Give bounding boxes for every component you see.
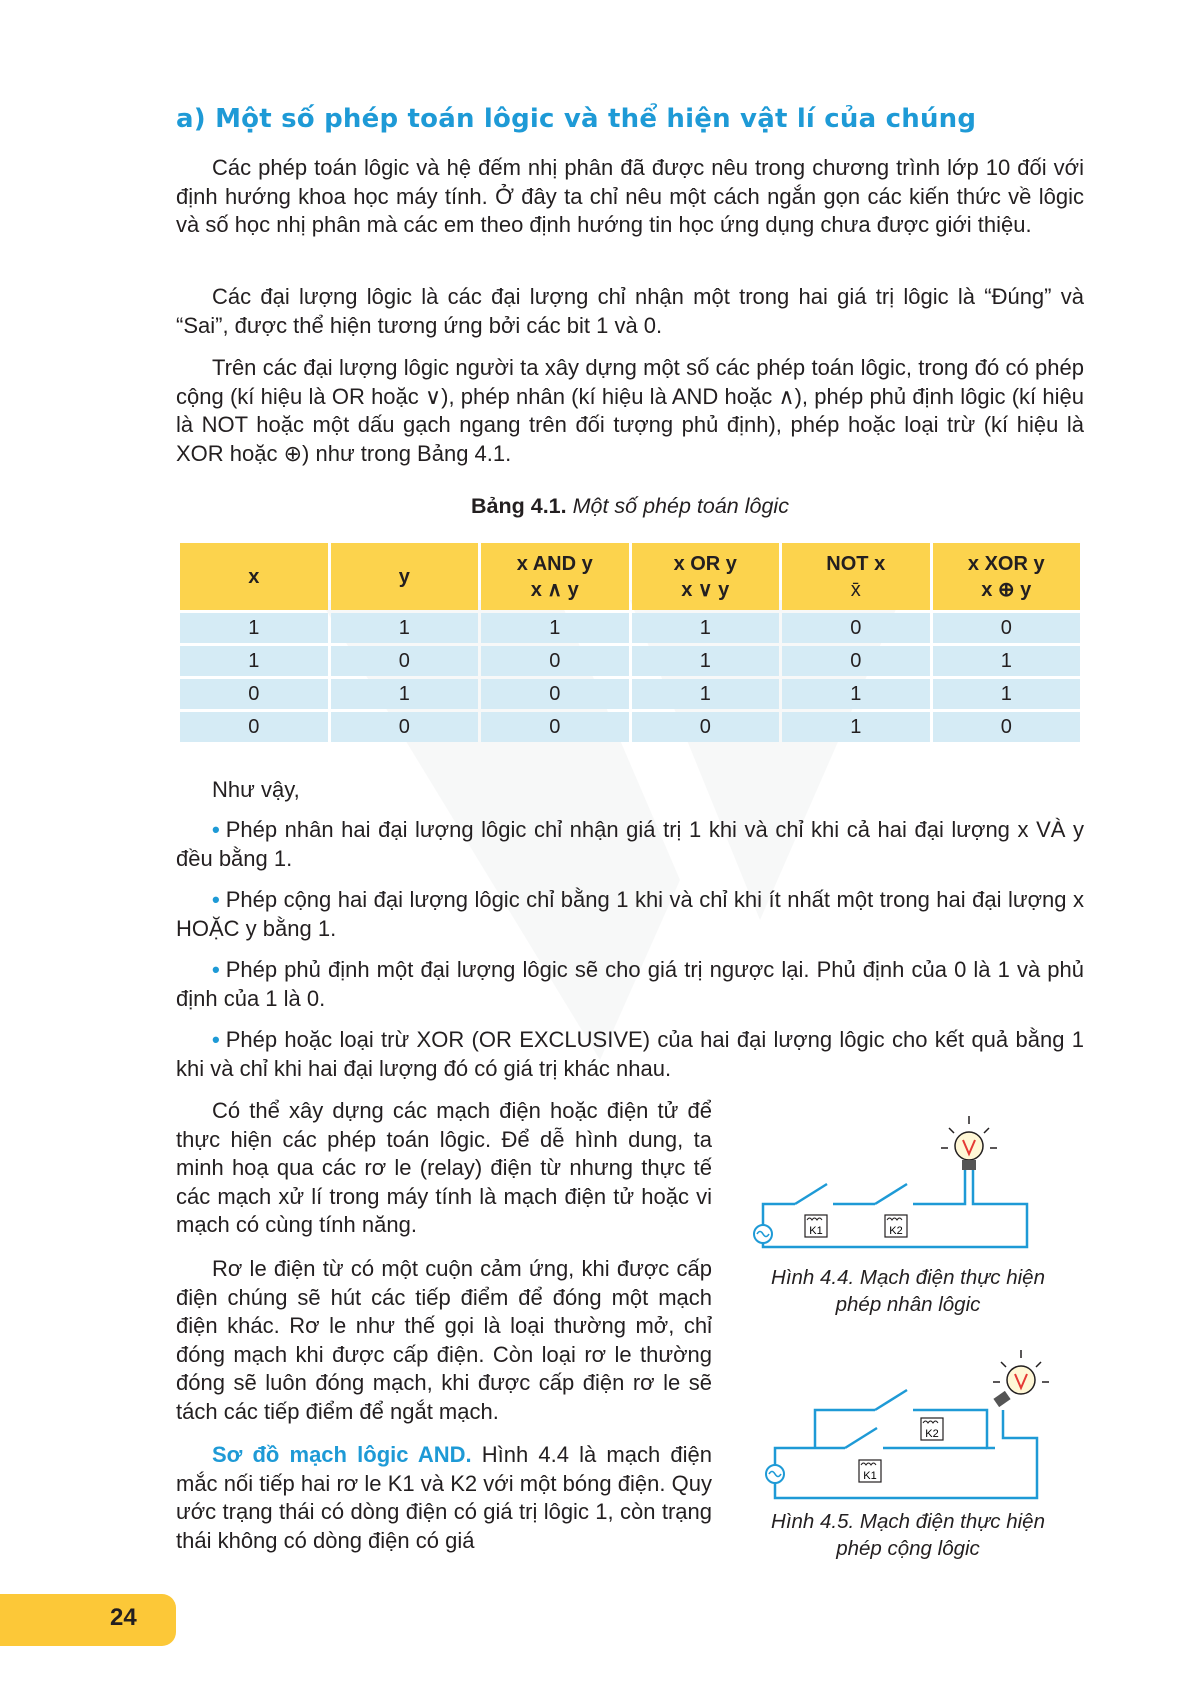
table-header-row bbox=[180, 543, 1080, 610]
svg-text:K2: K2 bbox=[925, 1428, 939, 1440]
table-caption bbox=[0, 494, 1200, 519]
table-cell: 0 bbox=[933, 712, 1081, 742]
header-xor: x XOR y x ⊕ y bbox=[933, 543, 1081, 610]
bullet-or: • Phép cộng hai đại lượng lôgic chỉ bằng 1 khi và chỉ khi ít nhất một trong hai đại lượng x HOẶC y bằng 1. bbox=[176, 887, 1084, 941]
figure-4-5-caption: Hình 4.5. Mạch điện thực hiện phép cộng lôgic bbox=[771, 1510, 1045, 1560]
table-row bbox=[180, 613, 1080, 643]
relay-k2-icon bbox=[885, 1215, 907, 1237]
figure-4-4-caption: Hình 4.4. Mạch điện thực hiện phép nhân lôgic bbox=[771, 1266, 1045, 1316]
table-cell: 0 bbox=[481, 646, 629, 676]
paragraph-intro: Các phép toán lôgic và hệ đếm nhị phân đã được nêu trong chương trình lớp 10 đối với định hướng khoa học máy tính. Ở đây ta chỉ nêu một cách ngắn gọn các kiến thức về lôgic và số học nhị phân mà các em theo định hướng tin học ứng dụng chưa được giới thiệu. bbox=[176, 155, 1084, 238]
svg-text:K1: K1 bbox=[809, 1225, 823, 1237]
table-row bbox=[180, 712, 1080, 742]
table-caption-text: Một số phép toán lôgic bbox=[572, 494, 789, 518]
table-cell: 0 bbox=[481, 679, 629, 709]
and-circuit-lead: Sơ đồ mạch lôgic AND. bbox=[212, 1442, 472, 1467]
relay-k2-icon bbox=[921, 1418, 943, 1440]
table-cell: 1 bbox=[933, 646, 1081, 676]
paragraph-summary-lead: Như vậy, bbox=[212, 777, 300, 802]
table-cell: 0 bbox=[331, 712, 479, 742]
paragraph-logic-values: Các đại lượng lôgic là các đại lượng chỉ nhận một trong hai giá trị lôgic là “Đúng” và “Sai”, được thể hiện tương ứng bởi các bit 1 và 0. bbox=[176, 284, 1084, 338]
page-number: 24 bbox=[110, 1604, 137, 1631]
table-cell: 0 bbox=[481, 712, 629, 742]
bullet-xor: • Phép hoặc loại trừ XOR (OR EXCLUSIVE) của hai đại lượng lôgic cho kết quả bằng 1 khi và chỉ khi hai đại lượng đó có giá trị khác nhau. bbox=[176, 1027, 1084, 1081]
table-cell: 1 bbox=[331, 613, 479, 643]
table-caption-label: Bảng 4.1. bbox=[471, 494, 567, 518]
paragraph-circuits: Có thể xây dựng các mạch điện hoặc điện tử để thực hiện các phép toán lôgic. Để dễ hình dung, ta minh hoạ qua các rơ le (relay) điện từ nhưng thực tế các mạch xử lí trong máy tính là mạch điện tử hoặc vi mạch có cùng tính năng. bbox=[176, 1098, 712, 1238]
table-cell: 1 bbox=[481, 613, 629, 643]
table-cell: 1 bbox=[180, 613, 328, 643]
table-cell: 1 bbox=[782, 679, 930, 709]
light-bulb-icon bbox=[941, 1116, 997, 1170]
table-cell: 1 bbox=[331, 679, 479, 709]
header-and: x AND y x ∧ y bbox=[481, 543, 629, 610]
table-cell: 0 bbox=[632, 712, 780, 742]
paragraph-and-circuit: Sơ đồ mạch lôgic AND. Hình 4.4 là mạch điện mắc nối tiếp hai rơ le K1 và K2 với một bóng điện. Quy ước trạng thái có dòng điện có giá trị lôgic 1, còn trạng thái không có dòng điện có giá bbox=[176, 1442, 712, 1553]
table-row bbox=[180, 679, 1080, 709]
bullet-dot-icon: • bbox=[212, 817, 220, 842]
svg-text:K2: K2 bbox=[889, 1225, 903, 1237]
table-cell: 1 bbox=[180, 646, 328, 676]
figure-and-circuit bbox=[745, 1110, 1035, 1250]
svg-text:K1: K1 bbox=[863, 1470, 877, 1482]
header-not: NOT x x̄ bbox=[782, 543, 930, 610]
logic-table bbox=[177, 540, 1083, 745]
figure-or-circuit bbox=[755, 1350, 1055, 1500]
bullet-dot-icon: • bbox=[212, 957, 220, 982]
table-cell: 0 bbox=[782, 613, 930, 643]
table-row bbox=[180, 646, 1080, 676]
section-heading: a) Một số phép toán lôgic và thể hiện vật lí của chúng bbox=[176, 104, 977, 134]
table-cell: 1 bbox=[782, 712, 930, 742]
header-x: x bbox=[180, 543, 328, 610]
bullet-dot-icon: • bbox=[212, 1027, 220, 1052]
table-cell: 0 bbox=[782, 646, 930, 676]
table-cell: 0 bbox=[180, 679, 328, 709]
paragraph-logic-ops: Trên các đại lượng lôgic người ta xây dựng một số các phép toán lôgic, trong đó có phép cộng (kí hiệu là OR hoặc ∨), phép nhân (kí hiệu là AND hoặc ∧), phép phủ định lôgic (kí hiệu là NOT hoặc một dấu gạch ngang trên đối tượng phủ định), phép hoặc loại trừ (kí hiệu là XOR hoặc ⊕) như trong Bảng 4.1. bbox=[176, 355, 1084, 466]
page-number-tab bbox=[0, 1594, 176, 1646]
bullet-dot-icon: • bbox=[212, 887, 220, 912]
table-cell: 1 bbox=[933, 679, 1081, 709]
relay-k1-icon bbox=[859, 1460, 881, 1482]
bullet-not: • Phép phủ định một đại lượng lôgic sẽ cho giá trị ngược lại. Phủ định của 0 là 1 và phủ định của 1 là 0. bbox=[176, 957, 1084, 1011]
table-cell: 0 bbox=[331, 646, 479, 676]
header-or: x OR y x ∨ y bbox=[632, 543, 780, 610]
paragraph-relay: Rơ le điện từ có một cuộn cảm ứng, khi được cấp điện chúng sẽ hút các tiếp điểm để đóng một mạch điện khác. Rơ le như thế gọi là loại thường mở, chỉ đóng mạch khi được cấp điện. Còn loại rơ le thường đóng sẽ luôn đóng mạch, khi được cấp điện rơ le sẽ tách các tiếp điểm để ngắt mạch. bbox=[176, 1256, 712, 1424]
header-y: y bbox=[331, 543, 479, 610]
table-cell: 1 bbox=[632, 646, 780, 676]
table-cell: 0 bbox=[180, 712, 328, 742]
table-cell: 1 bbox=[632, 679, 780, 709]
bullet-and: • Phép nhân hai đại lượng lôgic chỉ nhận giá trị 1 khi và chỉ khi cả hai đại lượng x VÀ y đều bằng 1. bbox=[176, 817, 1084, 871]
light-bulb-icon bbox=[993, 1350, 1049, 1407]
table-cell: 0 bbox=[933, 613, 1081, 643]
relay-k1-icon bbox=[805, 1215, 827, 1237]
table-cell: 1 bbox=[632, 613, 780, 643]
